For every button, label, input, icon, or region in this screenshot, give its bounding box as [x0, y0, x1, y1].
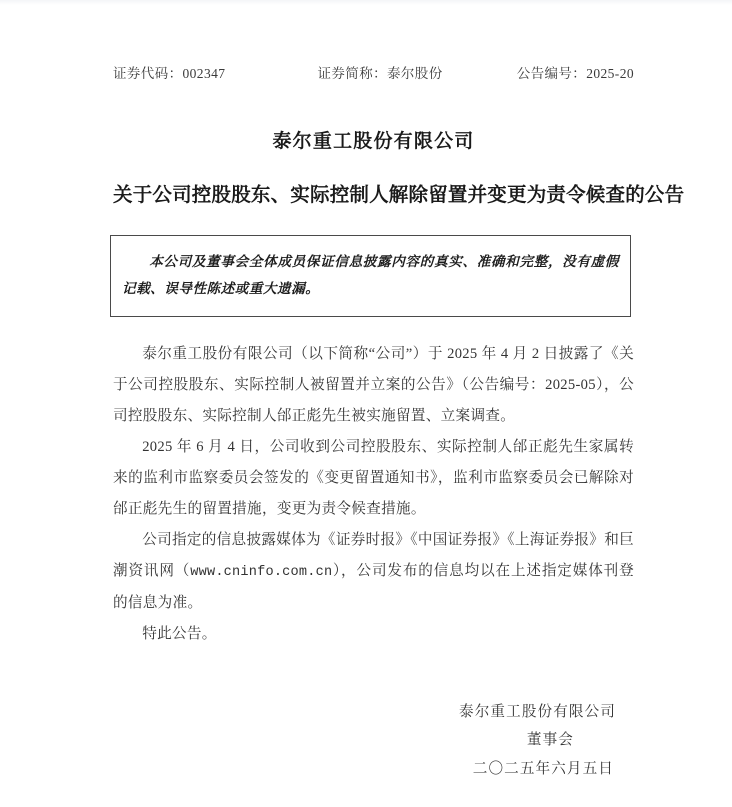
- body-paragraph-1: 泰尔重工股份有限公司（以下简称“公司”）于 2025 年 4 月 2 日披露了《关于公司控股股东、实际控制人被留置并立案的公告》（公告编号：2025-05），公司控股股东、实际控制人邰正彪先生被实施留置、立案调查。: [113, 346, 634, 425]
- closing-statement: 特此公告。: [142, 625, 217, 642]
- page-content: [113, 0, 685, 783]
- security-code-value: 002347: [182, 66, 226, 81]
- document-header: [113, 62, 634, 82]
- security-abbreviation-label: 证券简称：: [317, 66, 387, 81]
- disclaimer-text: 本公司及董事会全体成员保证信息披露内容的真实、准确和完整，没有虚假记载、误导性陈述或重大遗漏。: [122, 254, 619, 298]
- disclaimer-box: [110, 235, 631, 317]
- company-title: 泰尔重工股份有限公司: [272, 131, 475, 152]
- body-paragraph-3-lead: 公司指定的信息披露媒体为《证券时报》《中国证券报》《上海证券报》和巨潮资讯网（: [113, 532, 634, 579]
- security-abbreviation: [318, 62, 443, 82]
- cninfo-website-url: www.cninfo.com.cn: [190, 564, 333, 580]
- signature-board: 董事会: [526, 732, 574, 749]
- body-paragraph-2: 2025 年 6 月 4 日，公司收到公司控股股东、实际控制人邰正彪先生家属转来的监利市监察委员会签发的《变更留置通知书》，监利市监察委员会已解除对邰正彪先生的留置措施，变更为责令候查措施。: [113, 439, 634, 518]
- signature-block: [113, 698, 634, 783]
- security-code-label: 证券代码：: [113, 66, 183, 81]
- security-code: [113, 62, 225, 82]
- announcement-number: [517, 62, 634, 82]
- body-paragraph-3: [113, 525, 634, 619]
- body-paragraph-3-tail: ），公司发布的信息均以在上述指定媒体刊登的信息为准。: [113, 562, 634, 611]
- signature-date: 二〇二五年六月五日: [472, 760, 614, 777]
- security-abbreviation-value: 泰尔股份: [387, 66, 443, 81]
- body-content: [113, 339, 634, 649]
- announcement-title: 关于公司控股股东、实际控制人解除留置并变更为责令候查的公告: [113, 184, 685, 206]
- announcement-number-label: 公告编号：: [516, 66, 587, 81]
- announcement-number-value: 2025-20: [586, 66, 634, 81]
- signature-company: 泰尔重工股份有限公司: [459, 703, 616, 720]
